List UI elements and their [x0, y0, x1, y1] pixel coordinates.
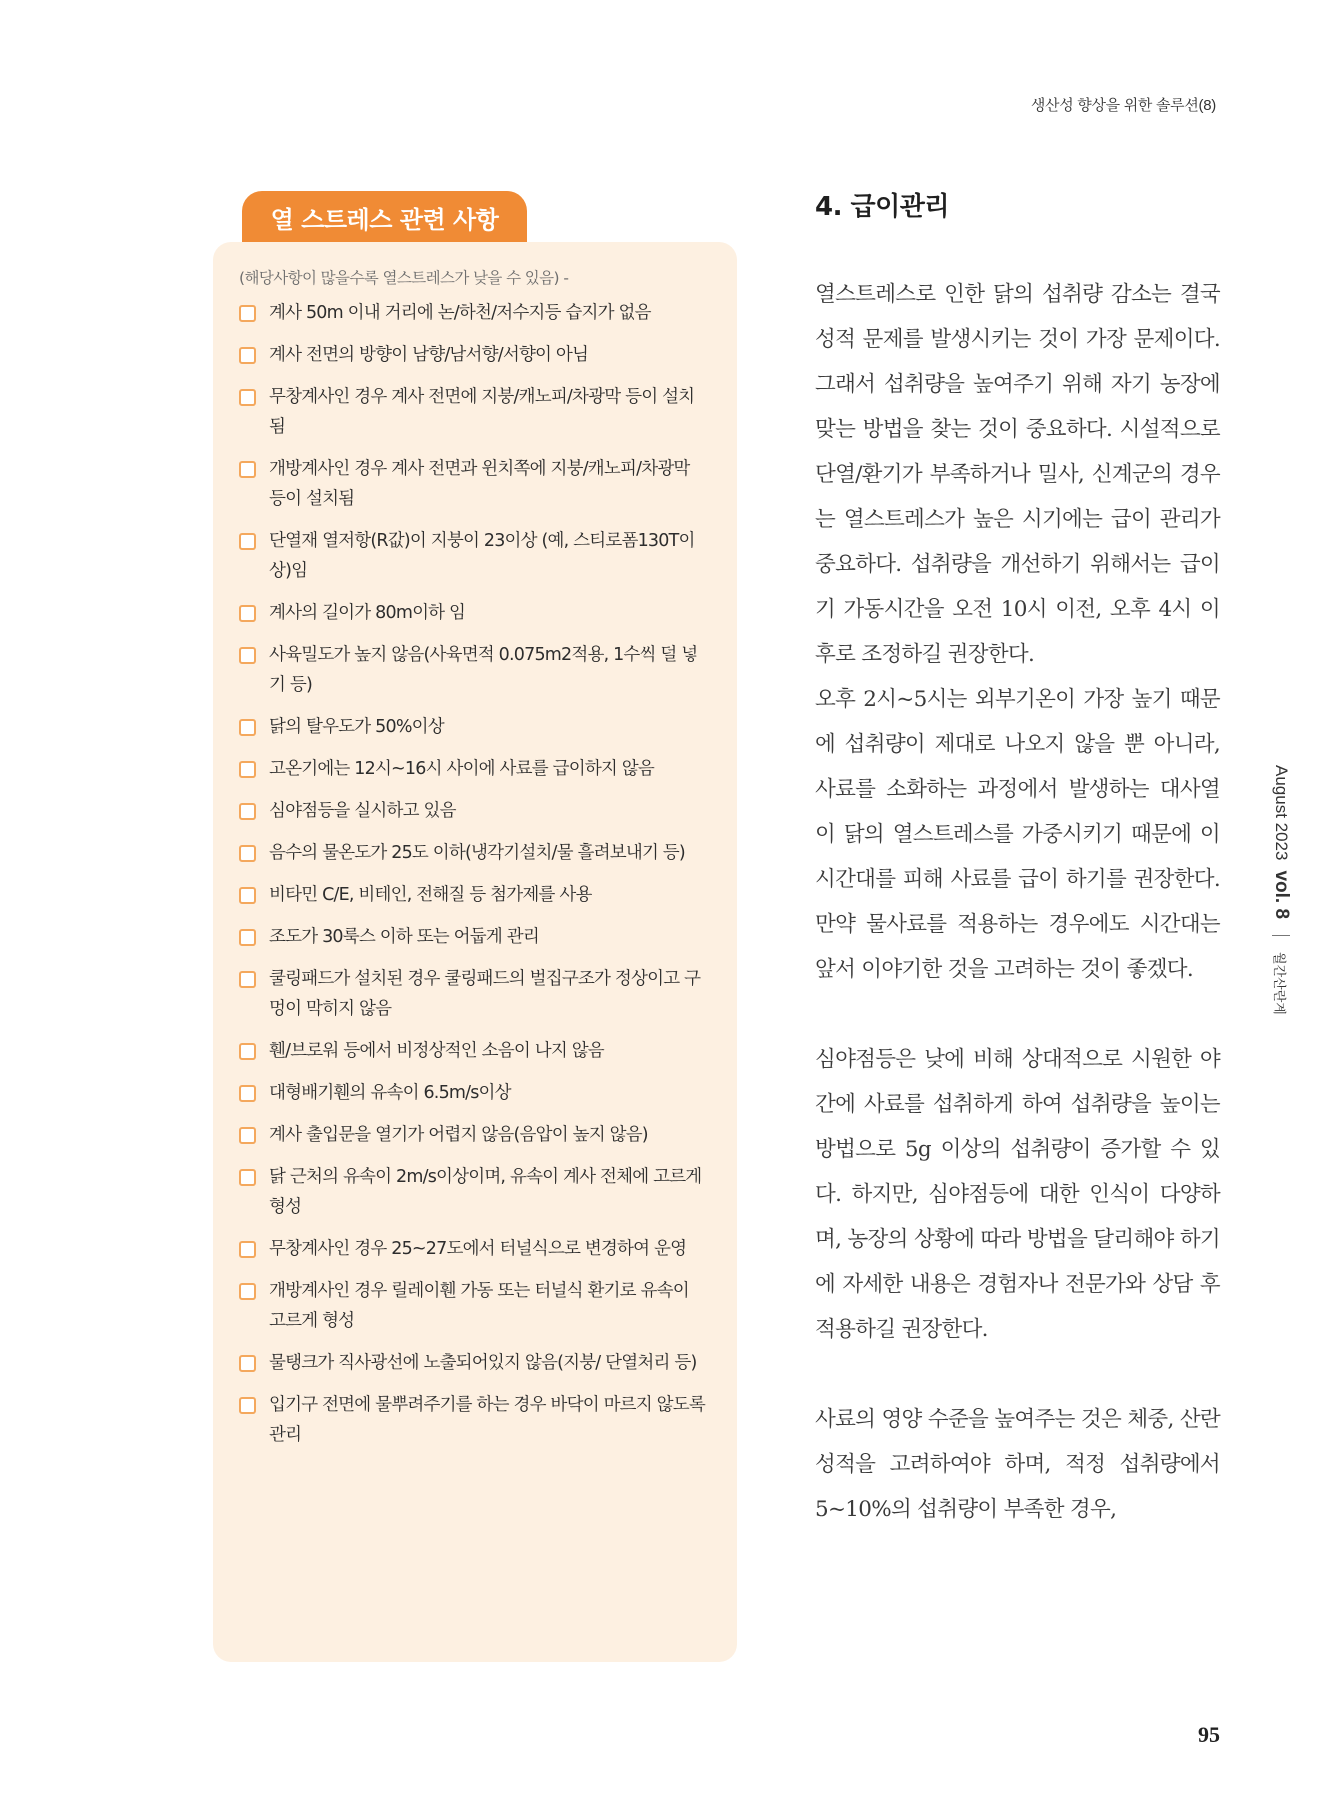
checklist-item-text: 단열재 열저항(R값)이 지붕이 23이상 (예, 스티로폼130T이상)임: [269, 531, 695, 581]
checkbox-icon[interactable]: [239, 1355, 256, 1372]
checklist-item-text: 비타민 C/E, 비테인, 전해질 등 첨가제를 사용: [269, 885, 592, 905]
checklist-item: [239, 716, 709, 742]
checklist-item-text: 개방계사인 경우 계사 전면과 윈치쪽에 지붕/캐노피/차광막 등이 설치됨: [269, 459, 690, 509]
checklist-title: 열 스트레스 관련 사항: [270, 205, 499, 234]
checklist-item: [239, 926, 709, 952]
checklist-box: [213, 242, 737, 1662]
checklist-item-text: 쿨링패드가 설치된 경우 쿨링패드의 벌집구조가 정상이고 구멍이 막히지 않음: [269, 969, 701, 1019]
checklist-item: [239, 800, 709, 826]
article-body: [815, 272, 1220, 1532]
checkbox-icon[interactable]: [239, 1169, 256, 1186]
checklist-item-text: 조도가 30룩스 이하 또는 어둡게 관리: [269, 927, 539, 947]
checkbox-icon[interactable]: [239, 887, 256, 904]
checkbox-icon[interactable]: [239, 1085, 256, 1102]
checklist-item: [239, 1238, 709, 1264]
checklist: [239, 302, 709, 1450]
section-title: 4. 급이관리: [815, 192, 949, 222]
checkbox-icon[interactable]: [239, 461, 256, 478]
checklist-item: [239, 1082, 709, 1108]
checkbox-icon[interactable]: [239, 1127, 256, 1144]
checklist-item-text: 계사 50m 이내 거리에 논/하천/저수지등 습지가 없음: [269, 303, 651, 323]
checklist-item: [239, 458, 709, 514]
checkbox-icon[interactable]: [239, 605, 256, 622]
checklist-item: [239, 1040, 709, 1066]
checklist-item: [239, 530, 709, 586]
checklist-item-text: 음수의 물온도가 25도 이하(냉각기설치/물 흘려보내기 등): [269, 843, 685, 863]
checkbox-icon[interactable]: [239, 803, 256, 820]
checklist-item-text: 닭의 탈우도가 50%이상: [269, 717, 444, 737]
checklist-item-text: 계사 전면의 방향이 남향/남서향/서향이 아님: [269, 345, 589, 365]
page-number: 95: [1198, 1722, 1220, 1747]
checklist-item-text: 입기구 전면에 물뿌려주기를 하는 경우 바닥이 마르지 않도록 관리: [269, 1395, 705, 1445]
checkbox-icon[interactable]: [239, 389, 256, 406]
checklist-item-text: 계사 출입문을 열기가 어렵지 않음(음압이 높지 않음): [269, 1125, 648, 1145]
checklist-item: [239, 1352, 709, 1378]
checklist-item-text: 심야점등을 실시하고 있음: [269, 801, 456, 821]
side-tab-month: August 2023: [1272, 765, 1291, 861]
checklist-item-text: 계사의 길이가 80m이하 임: [269, 603, 466, 623]
checklist-item-text: 물탱크가 직사광선에 노출되어있지 않음(지붕/ 단열처리 등): [269, 1353, 697, 1373]
checklist-item-text: 대형배기휀의 유속이 6.5m/s이상: [269, 1083, 511, 1103]
checklist-item: [239, 386, 709, 442]
side-tab: [1272, 765, 1312, 1025]
checkbox-icon[interactable]: [239, 929, 256, 946]
checklist-item: [239, 1280, 709, 1336]
side-tab-magazine: 월간산란계: [1272, 952, 1288, 1015]
checklist-item-text: 무창계사인 경우 25~27도에서 터널식으로 변경하여 운영: [269, 1239, 687, 1259]
checkbox-icon[interactable]: [239, 1241, 256, 1258]
running-head: 생산성 향상을 위한 솔루션(8): [1030, 97, 1216, 114]
checklist-item: [239, 602, 709, 628]
article-paragraph: 열스트레스로 인한 닭의 섭취량 감소는 결국 성적 문제를 발생시키는 것이 가장 문제이다. 그래서 섭취량을 높여주기 위해 자기 농장에 맞는 방법을 찾는 것이 중요하다. 시설적으로 단열/환기가 부족하거나 밀사, 신계군의 경우는 열스트레스가 높은 시기에는 급이 관리가 중요하다. 섭취량을 개선하기 위해서는 급이기 가동시간을 오전 10시 이전, 오후 4시 이후로 조정하길 권장한다.: [815, 282, 1220, 667]
checkbox-icon[interactable]: [239, 305, 256, 322]
checkbox-icon[interactable]: [239, 533, 256, 550]
article-paragraph: 오후 2시~5시는 외부기온이 가장 높기 때문에 섭취량이 제대로 나오지 않을 뿐 아니라, 사료를 소화하는 과정에서 발생하는 대사열이 닭의 열스트레스를 가중시키기 때문에 이 시간대를 피해 사료를 급이 하기를 권장한다. 만약 물사료를 적용하는 경우에도 시간대는 앞서 이야기한 것을 고려하는 것이 좋겠다.: [815, 687, 1220, 982]
checklist-item: [239, 302, 709, 328]
checkbox-icon[interactable]: [239, 845, 256, 862]
checklist-item: [239, 758, 709, 784]
checkbox-icon[interactable]: [239, 647, 256, 664]
checklist-item: [239, 1394, 709, 1450]
checkbox-icon[interactable]: [239, 347, 256, 364]
side-tab-volume: vol. 8: [1271, 870, 1292, 920]
checklist-note: (해당사항이 많을수록 열스트레스가 낮을 수 있음) -: [239, 269, 569, 287]
checklist-item: [239, 884, 709, 910]
checkbox-icon[interactable]: [239, 1283, 256, 1300]
checkbox-icon[interactable]: [239, 1043, 256, 1060]
checklist-item: [239, 968, 709, 1024]
side-tab-text: [1270, 765, 1292, 1015]
checklist-item: [239, 1166, 709, 1222]
checklist-item: [239, 344, 709, 370]
checklist-item: [239, 1124, 709, 1150]
article-paragraph: 심야점등은 낮에 비해 상대적으로 시원한 야간에 사료를 섭취하게 하여 섭취량을 높이는 방법으로 5g 이상의 섭취량이 증가할 수 있다. 하지만, 심야점등에 대한 인식이 다양하며, 농장의 상황에 따라 방법을 달리해야 하기에 자세한 내용은 경험자나 전문가와 상담 후 적용하길 권장한다.: [815, 1047, 1220, 1342]
checkbox-icon[interactable]: [239, 719, 256, 736]
checklist-item-text: 사육밀도가 높지 않음(사육면적 0.075m2적용, 1수씩 덜 넣기 등): [269, 645, 698, 695]
checkbox-icon[interactable]: [239, 1397, 256, 1414]
checklist-item-text: 고온기에는 12시~16시 사이에 사료를 급이하지 않음: [269, 759, 655, 779]
side-tab-divider: [1272, 935, 1290, 936]
checklist-item: [239, 644, 709, 700]
checklist-item-text: 닭 근처의 유속이 2m/s이상이며, 유속이 계사 전체에 고르게 형성: [269, 1167, 702, 1217]
checklist-title-tab: [242, 191, 527, 243]
checkbox-icon[interactable]: [239, 761, 256, 778]
checklist-item-text: 무창계사인 경우 계사 전면에 지붕/캐노피/차광막 등이 설치됨: [269, 387, 695, 437]
checklist-item-text: 개방계사인 경우 릴레이휀 가동 또는 터널식 환기로 유속이 고르게 형성: [269, 1281, 689, 1331]
checklist-item-text: 휀/브로워 등에서 비정상적인 소음이 나지 않음: [269, 1041, 604, 1061]
checkbox-icon[interactable]: [239, 971, 256, 988]
checklist-item: [239, 842, 709, 868]
article-paragraph: 사료의 영양 수준을 높여주는 것은 체중, 산란성적을 고려하여야 하며, 적정 섭취량에서 5~10%의 섭취량이 부족한 경우,: [815, 1407, 1220, 1522]
